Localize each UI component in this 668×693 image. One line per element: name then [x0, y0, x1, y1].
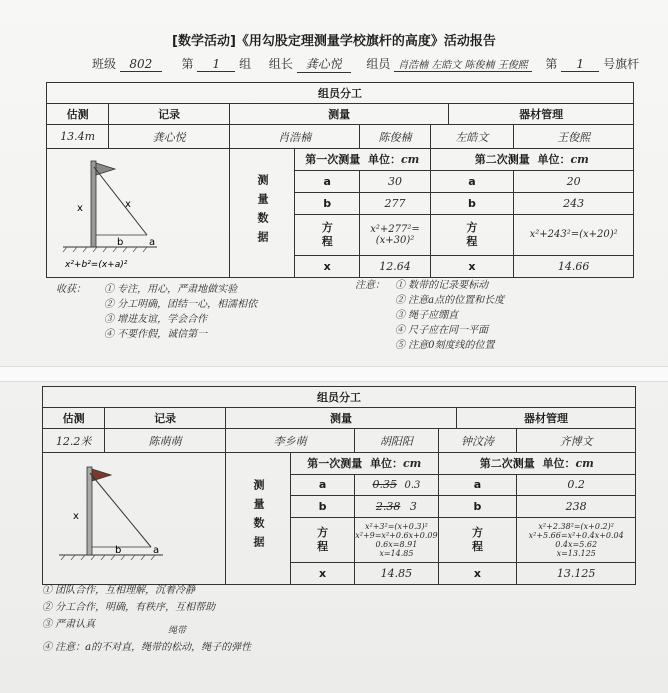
note-item: ⑤ 注意0刻度线的位置	[395, 340, 495, 351]
recorder-name-2: 陈萌萌	[105, 429, 226, 453]
measure-data-label: 测量数据	[230, 149, 295, 278]
measure-data-label-2: 测量数据	[226, 453, 291, 585]
first-b-struck: 2.38	[375, 500, 401, 514]
second-equation-label-2: 方程	[438, 517, 517, 562]
record-header-2: 记录	[105, 408, 226, 429]
diagram-cell-2	[43, 453, 226, 585]
second-b-label: b	[430, 192, 514, 214]
flagpole-diagram-2	[43, 453, 225, 581]
flagpole-diagram	[47, 149, 229, 274]
pole-post: 号旗杆	[603, 57, 640, 71]
note2-insert: 绳带	[168, 626, 187, 636]
estimate-value: 13.4m	[47, 125, 109, 149]
notes-list	[355, 278, 635, 353]
equipment-name: 王俊熙	[514, 125, 634, 149]
leader-value: 龚心悦	[297, 55, 351, 73]
division-header-2: 组员分工	[43, 387, 636, 408]
first-b-corrected: 3	[409, 500, 417, 514]
estimate-header: 估测	[47, 104, 109, 125]
first-a-corrected: 0.3	[404, 480, 421, 492]
diagram-formula: x²+b²=(x+a)²	[65, 260, 128, 270]
second-a-label: a	[430, 170, 514, 192]
diagram2-b-label: b	[115, 545, 122, 556]
second-b-label-2: b	[438, 496, 517, 518]
note-item: ① 数带的记录要标动	[395, 280, 489, 291]
measurer-3: 左皓文	[430, 125, 514, 149]
first-a-label-2: a	[291, 474, 355, 496]
measurer-1: 肖浩楠	[230, 125, 360, 149]
report-info-line	[92, 55, 639, 73]
notes-label: 注意：	[355, 280, 385, 291]
second-equation-label: 方程	[430, 214, 514, 256]
page-separator	[0, 366, 668, 382]
group-value: 1	[197, 57, 235, 72]
pole-value: 1	[561, 57, 599, 72]
division-header: 组员分工	[47, 83, 634, 104]
diagram-x-label: x	[77, 203, 83, 214]
equipment-header: 器材管理	[449, 104, 634, 125]
diagram-b-label: b	[117, 237, 124, 248]
note-item: ④ 尺子应在同一平面	[395, 325, 489, 336]
diagram2-a-label: a	[153, 545, 160, 556]
second-equation-value: x²+243²=(x+20)²	[514, 214, 634, 256]
first-b-value: 277	[360, 192, 430, 214]
group-pre: 第	[181, 57, 194, 71]
first-equation-label: 方程	[295, 214, 360, 256]
class-value: 802	[120, 57, 162, 72]
diagram2-x-label: x	[73, 511, 79, 522]
gain-item: ① 专注，用心，严肃地做实验	[104, 284, 238, 295]
members-label: 组员	[366, 57, 391, 71]
class-label: 班级	[92, 57, 117, 71]
note2-item: ③ 严肃认真	[42, 619, 96, 630]
notes-list-2	[42, 582, 462, 656]
first-x-value: 12.64	[360, 256, 430, 278]
first-equation-value: x²+277²=(x+30)²	[360, 214, 430, 256]
measure-header-2: 测量	[226, 408, 457, 429]
second-x-value-2: 13.125	[517, 563, 636, 585]
first-a-value: 30	[360, 170, 430, 192]
second-measure-header: 第二次测量 单位：cm	[430, 149, 633, 171]
first-x-label-2: x	[291, 563, 355, 585]
second-x-label-2: x	[438, 563, 517, 585]
report-table-2	[42, 386, 636, 585]
gains-list	[56, 282, 356, 342]
first-a-value-2	[355, 474, 438, 496]
note-item: ② 注意a点的位置和长度	[395, 295, 505, 306]
recorder-name: 龚心悦	[109, 125, 230, 149]
note-item: ③ 绳子应绷直	[395, 310, 459, 321]
gain-item: ② 分工明确，团结一心，相濡相依	[104, 299, 258, 310]
note2-item: ② 分工合作，明确，有秩序，互相帮助	[42, 602, 216, 613]
page-title: [数学活动]《用勾股定理测量学校旗杆的高度》活动报告	[172, 34, 496, 49]
second-equation-value-2: x²+2.38²=(x+0.2)² x²+5.66=x²+0.4x+0.04 0.4x=5.62 x=13.125	[517, 517, 636, 562]
report-table-1	[46, 82, 634, 278]
first-b-value-2	[355, 496, 438, 518]
measurer-2-2: 胡阳阳	[355, 429, 438, 453]
first-b-label: b	[295, 192, 360, 214]
first-measure-header-2: 第一次测量 单位：cm	[291, 453, 439, 475]
second-b-value-2: 238	[517, 496, 636, 518]
first-x-label: x	[295, 256, 360, 278]
estimate-value-2: 12.2米	[43, 429, 105, 453]
members-value: 肖浩楠 左皓文 陈俊楠 王俊熙	[394, 56, 532, 72]
second-a-label-2: a	[438, 474, 517, 496]
first-a-struck: 0.35	[372, 478, 397, 492]
record-header: 记录	[109, 104, 230, 125]
gains-label: 收获：	[56, 284, 86, 295]
note2-item: ④ 注意：a的不对直，绳带的松动，绳子的弹性	[42, 642, 252, 653]
second-x-value: 14.66	[514, 256, 634, 278]
equipment-header-2: 器材管理	[457, 408, 636, 429]
second-x-label: x	[430, 256, 514, 278]
leader-label: 组长	[268, 57, 293, 71]
gain-item: ④ 不要作假，诚信第一	[104, 329, 208, 340]
second-measure-header-2: 第二次测量 单位：cm	[438, 453, 635, 475]
first-x-value-2: 14.85	[355, 563, 438, 585]
second-b-value: 243	[514, 192, 634, 214]
estimate-header-2: 估测	[43, 408, 105, 429]
first-b-label-2: b	[291, 496, 355, 518]
equipment-name-2: 齐博文	[517, 429, 636, 453]
first-measure-header: 第一次测量 单位：cm	[295, 149, 431, 171]
first-equation-label-2: 方程	[291, 517, 355, 562]
gain-item: ③ 增进友谊，学会合作	[104, 314, 208, 325]
note2-item: ① 团队合作，互相理解，沉着冷静	[42, 585, 196, 596]
measurer-2: 陈俊楠	[360, 125, 430, 149]
pole-pre: 第	[545, 57, 558, 71]
second-a-value-2: 0.2	[517, 474, 636, 496]
diagram-hyp-label: x	[125, 199, 131, 210]
diagram-a-label: a	[149, 237, 156, 248]
second-a-value: 20	[514, 170, 634, 192]
first-a-label: a	[295, 170, 360, 192]
first-equation-value-2: x²+3²=(x+0.3)² x²+9=x²+0.6x+0.09 0.6x=8.91 x=14.85	[355, 517, 438, 562]
measure-header: 测量	[230, 104, 449, 125]
measurer-2-3: 钟汶涛	[438, 429, 517, 453]
measurer-2-1: 李乡萌	[226, 429, 355, 453]
group-post: 组	[239, 57, 252, 71]
diagram-cell	[47, 149, 230, 278]
